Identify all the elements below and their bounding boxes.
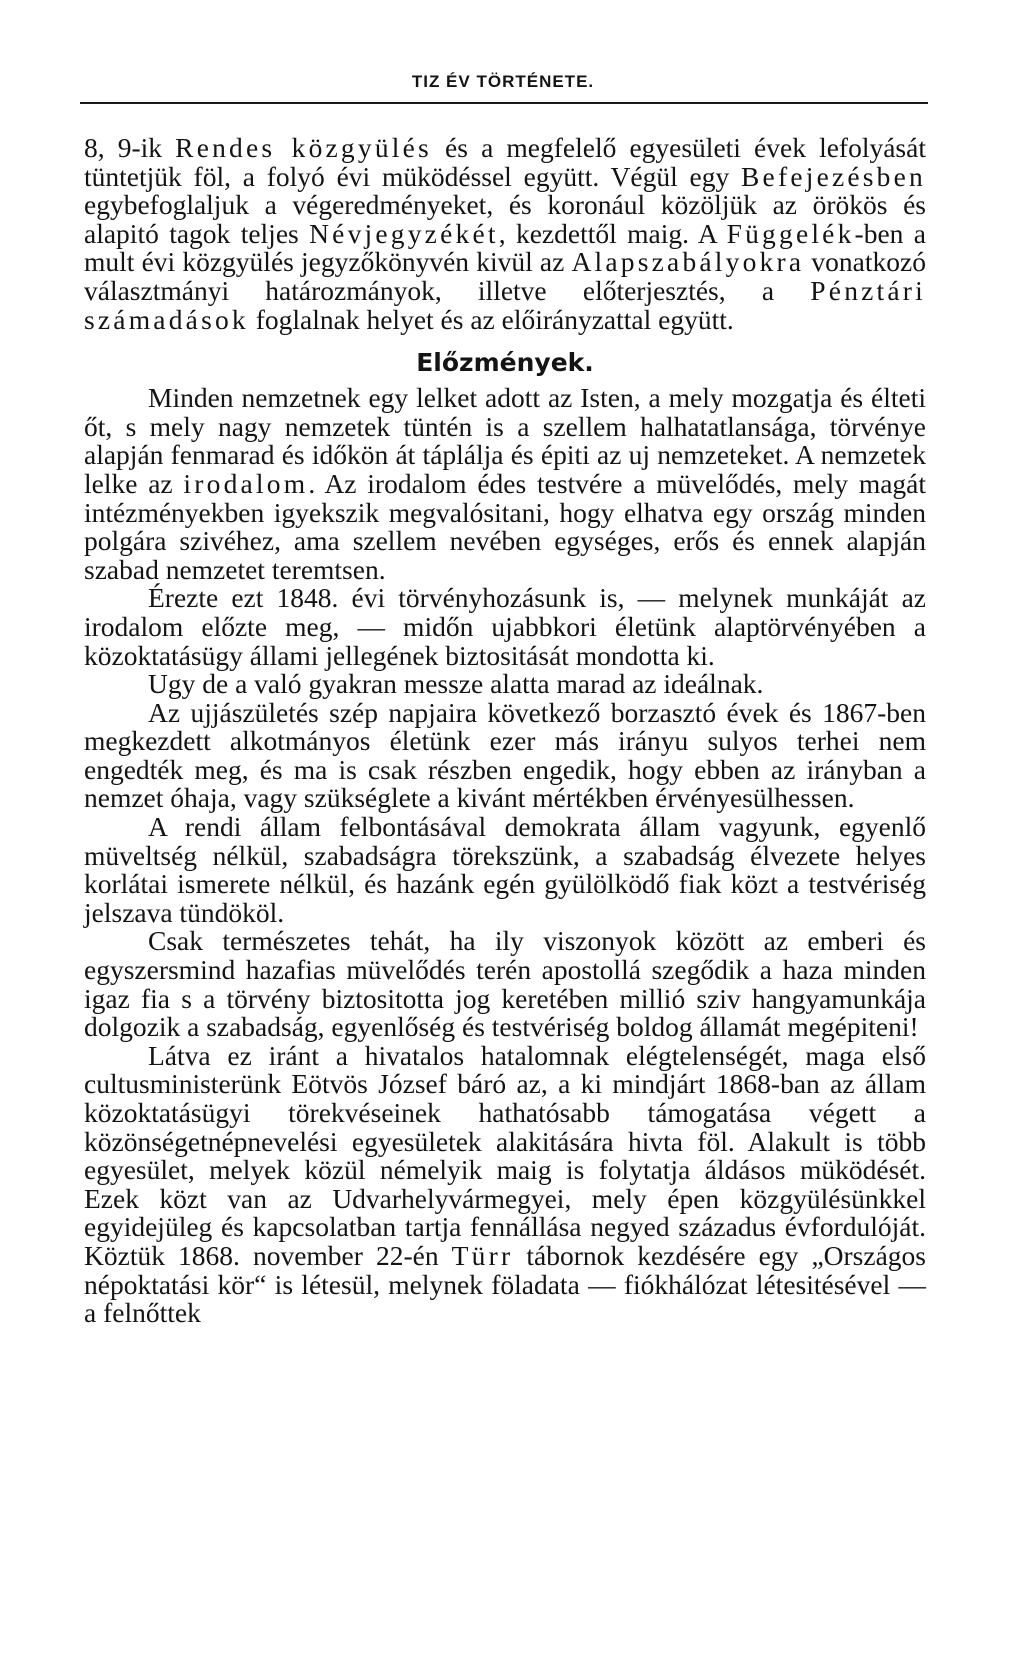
page-body	[84, 134, 926, 1328]
paragraph-8	[84, 1039, 926, 1329]
paragraph-6: A rendi állam felbontásával demokrata állam vagyunk, egyenlő müveltség nélkül, szabadságra törekszünk, a szabadság élvezete helyes korlátai ismerete nélkül, és hazánk egén gyülölködő fiak közt a testvériség jelszava tündököl.	[84, 811, 926, 928]
text-run: és a megfelelő egyesületi évek lefolyását tüntetjük föl, a folyó évi müködéssel együtt. Végül egy	[84, 132, 926, 192]
text-run: Látva ez iránt a hivatalos hatalomnak elégtelenségét, maga első cultusministerünk Eötvös József báró az, a ki mindjárt 1868-ban az állam közoktatásügyi törekvéseinek hathatósabb támogatása végett a közönségetnépnevelési egyesületek alakitására hivta föl. Alakult is több egyesület, melyek közül némelyik maig is folytatja áldásos müködését. Ezek közt van az Udvarhelyvármegyei, mely épen közgyülésünkkel egyidejüleg és kapcsolatban tartja fennállása negyed századus évfordulóját. Köztük 1868. november 22-én	[84, 1039, 926, 1271]
paragraph-2	[84, 384, 926, 584]
text-run: -ben a mult évi közgyülés jegyzőkönyvén kivül az	[84, 217, 926, 278]
paragraph-5: Az ujjászületés szép napjaira következő borzasztó évek és 1867-ben megkezdett alkotmányos életünk ezer más irányu sulyos terhei nem engedték meg, és ma is csak részben engedik, hogy ebben az irányban a nemzet óhaja, vagy szükséglete a kivánt mértékben érvényesülhessen.	[84, 696, 926, 814]
running-head: TIZ ÉV TÖRTÉNETE.	[411, 72, 595, 91]
spaced-term: Pénztári számadások	[84, 274, 926, 335]
paragraph-7: Csak természetes tehát, ha ily viszonyok között az emberi és egyszersmind hazafias müvelődés terén apostollá szegődik a haza minden igaz fia s a törvény biztositotta jog keretében millió sziv hangyamunkája dolgozik a szabadság, egyenlőség és testvériség boldog államát megépiteni!	[84, 925, 926, 1043]
text-run: Minden nemzetnek egy lelket adott az Isten, a mely mozgatja és élteti őt, s mely nagy nemzetek tüntén is a szellem halhatatlansága, törvénye alapján fenmarad és időkön át táplálja és épiti az uj nemzeteket. A nemzetek lelke az	[84, 382, 926, 499]
spaced-term: Névjegyzékét	[309, 217, 499, 249]
paragraph-3: Érezte ezt 1848. évi törvényhozásunk is, — melynek munkáját az irodalom előzte meg, — midőn ujabbkori életünk alaptörvényében a közoktatásügy állami jellegének biztositását mondotta ki.	[84, 582, 926, 671]
spaced-term: Alapszabályokra	[571, 246, 805, 278]
text-run: , kezdettől maig. A	[498, 217, 727, 249]
header-rule	[80, 102, 928, 104]
spaced-term: Türr	[451, 1239, 514, 1271]
spaced-term: Függelék	[726, 217, 855, 249]
page	[84, 70, 926, 1328]
paragraph-1	[84, 134, 926, 334]
section-heading: Előzmények.	[416, 348, 594, 378]
spaced-term: Rendes közgyülés	[175, 132, 432, 163]
text-run: tábornok kezdésére egy „Országos népoktatási kör“ is létesül, melynek föladata — fiókhálózat létesitésével — a felnőttek	[84, 1239, 926, 1329]
text-run: egybefoglaljuk a végeredményeket, és koronául közöljük az örökös és alapitó tagok teljes	[84, 189, 926, 249]
spaced-term: Befejezésben	[741, 160, 926, 192]
text-run: vonatkozó választmányi határozmányok, illetve előterjesztés, a	[84, 246, 926, 306]
text-run: . Az irodalom édes testvére a müvelődés, mely magát intézményekben igyekszik megvalósitani, hogy elhatva egy ország minden polgára szivéhez, ama szellem nevében egységes, erős és ennek alapján szabad nemzetet teremtsen.	[84, 467, 927, 585]
paragraph-4: Ugy de a való gyakran messze alatta marad az ideálnak.	[148, 668, 764, 700]
text-run: 8, 9-ik	[84, 132, 176, 163]
text-run: foglalnak helyet és az előirányzattal együtt.	[248, 303, 734, 335]
spaced-term: irodalom	[183, 467, 309, 499]
